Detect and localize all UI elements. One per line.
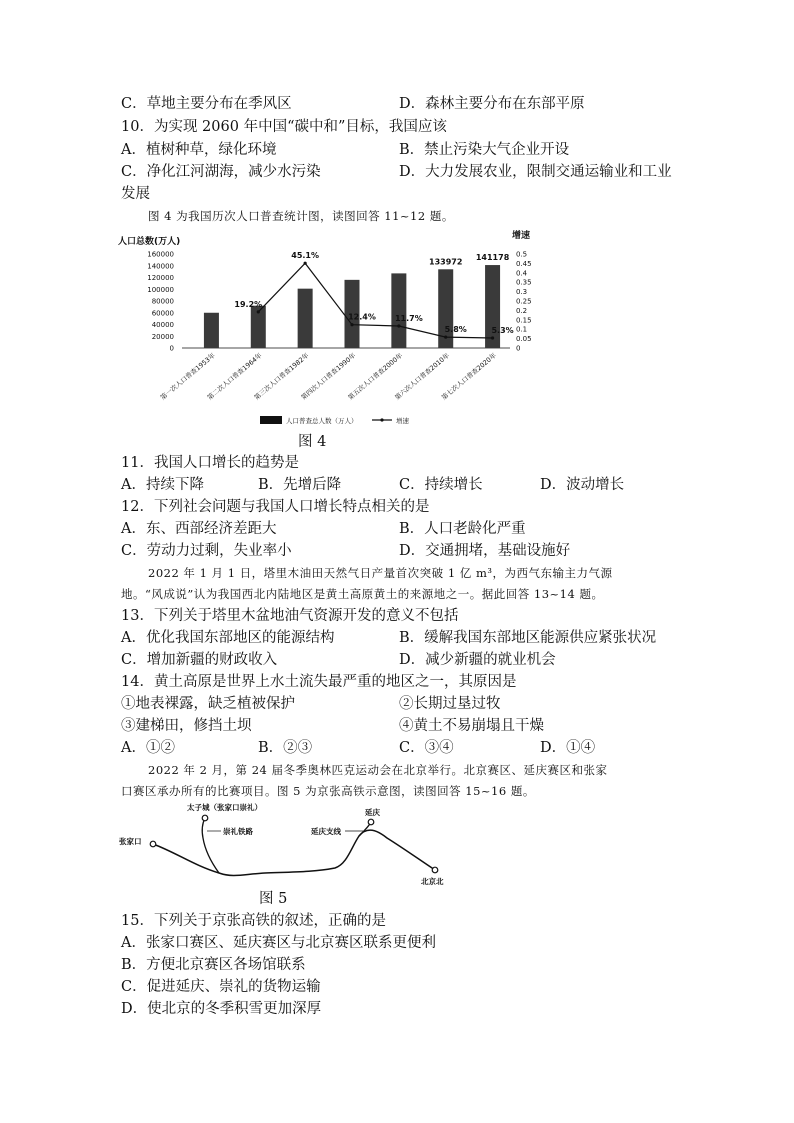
q11-option-d: D．波动增长 bbox=[540, 477, 625, 493]
fig5-caption: 图 5 bbox=[259, 891, 288, 907]
y2-tick-label: 0.3 bbox=[516, 288, 528, 297]
population-bar bbox=[204, 313, 219, 348]
q12-option-a: A．东、西部经济差距大 bbox=[121, 521, 277, 537]
q13-option-a: A．优化我国东部地区的能源结构 bbox=[121, 630, 335, 646]
y2-tick-label: 0.4 bbox=[516, 269, 528, 278]
growth-rate-point bbox=[491, 336, 494, 339]
label-chongli-railway: 崇礼铁路 bbox=[223, 827, 253, 836]
taizicheng-station bbox=[202, 815, 208, 821]
y-tick-label: 140000 bbox=[147, 262, 174, 271]
growth-rate-point bbox=[304, 262, 307, 265]
zhangjiakou-station bbox=[150, 841, 156, 847]
q12-stem: 12．下列社会问题与我国人口增长特点相关的是 bbox=[121, 499, 430, 515]
x-category-label: 第三次人口普查1982年 bbox=[252, 351, 311, 402]
q14-statement-1: ①地表裸露，缺乏植被保护 bbox=[121, 696, 295, 712]
q11-option-b: B．先增后降 bbox=[258, 477, 342, 493]
q14-statement-2: ②长期过垦过牧 bbox=[399, 696, 501, 712]
q14-option-a: A．①② bbox=[121, 740, 175, 756]
legend-bar-swatch bbox=[260, 416, 282, 424]
jingzhang-main-line bbox=[153, 830, 435, 875]
y-tick-label: 80000 bbox=[151, 297, 174, 306]
fig4-intro: 图 4 为我国历次人口普查统计图，读图回答 11~12 题。 bbox=[148, 209, 454, 223]
q13-option-c: C．增加新疆的财政收入 bbox=[121, 652, 278, 668]
q14-option-c: C．③④ bbox=[399, 740, 454, 756]
q10-option-d-cont: 发展 bbox=[121, 186, 150, 202]
growth-rate-label: 19.2% bbox=[234, 299, 263, 309]
y-tick-label: 160000 bbox=[147, 250, 174, 259]
y2-tick-label: 0.5 bbox=[516, 250, 528, 259]
q15-stem: 15．下列关于京张高铁的叙述，正确的是 bbox=[121, 913, 386, 929]
y2-tick-label: 0.35 bbox=[516, 278, 532, 287]
q10-option-b: B．禁止污染大气企业开设 bbox=[399, 142, 570, 158]
label-zhangjiakou: 张家口 bbox=[119, 837, 142, 846]
population-bar bbox=[391, 273, 406, 348]
growth-rate-point bbox=[350, 323, 353, 326]
y2-tick-label: 0.1 bbox=[516, 325, 528, 334]
intro-13-line2: 地。“风成说”认为我国西北内陆地区是黄土高原黄土的来源地之一。据此回答 13~14 题。 bbox=[121, 587, 604, 601]
population-bar bbox=[485, 265, 500, 348]
q15-option-b: B．方便北京赛区各场馆联系 bbox=[121, 957, 306, 973]
growth-rate-point bbox=[444, 335, 447, 338]
growth-rate-label: 45.1% bbox=[291, 251, 320, 261]
x-category-label: 第六次人口普查2010年 bbox=[393, 351, 451, 402]
growth-rate-point bbox=[397, 324, 400, 327]
bar-value-label: 141178 bbox=[475, 253, 510, 263]
q10-option-d: D．大力发展农业，限制交通运输业和工业 bbox=[399, 164, 672, 180]
beijingbei-station bbox=[432, 867, 438, 873]
q10-option-c: C．净化江河湖海，减少水污染 bbox=[121, 164, 321, 180]
chongli-railway-line bbox=[202, 818, 219, 873]
yanqing-station bbox=[368, 819, 374, 825]
y-tick-label: 60000 bbox=[151, 309, 174, 318]
q14-statement-3: ③建梯田，修挡土坝 bbox=[121, 718, 252, 734]
y2-tick-label: 0 bbox=[516, 344, 521, 353]
q13-option-b: B．缓解我国东部地区能源供应紧张状况 bbox=[399, 630, 657, 646]
y-tick-label: 0 bbox=[169, 344, 174, 353]
q14-statement-4: ④黄土不易崩塌且干燥 bbox=[399, 718, 544, 734]
y2-tick-label: 0.05 bbox=[516, 335, 532, 344]
growth-rate-label: 5.8% bbox=[444, 325, 467, 335]
x-category-label: 第四次人口普查1990年 bbox=[299, 351, 358, 402]
y2-tick-label: 0.25 bbox=[516, 297, 532, 306]
growth-rate-point bbox=[257, 310, 260, 313]
growth-rate-label: 12.4% bbox=[348, 312, 376, 322]
q12-option-b: B．人口老龄化严重 bbox=[399, 521, 526, 537]
population-census-chart bbox=[110, 224, 550, 434]
label-taizicheng: 太子城（张家口崇礼） bbox=[187, 803, 262, 812]
q12-option-d: D．交通拥堵，基础设施好 bbox=[399, 543, 571, 559]
q9-option-d: D．森林主要分布在东部平原 bbox=[399, 96, 585, 112]
q13-option-d: D．减少新疆的就业机会 bbox=[399, 652, 556, 668]
growth-rate-label: 5.3% bbox=[491, 326, 514, 336]
q15-option-a: A．张家口赛区、延庆赛区与北京赛区联系更便利 bbox=[121, 935, 436, 951]
x-category-label: 第一次人口普查1953年 bbox=[159, 351, 217, 402]
legend-bar-label: 人口普查总人数（万人） bbox=[286, 417, 358, 425]
label-yanqing-branch: 延庆支线 bbox=[311, 827, 341, 836]
population-bar bbox=[298, 289, 313, 348]
bar-value-label: 133972 bbox=[429, 257, 463, 267]
x-category-label: 第五次人口普查2000年 bbox=[346, 351, 405, 402]
fig4-caption: 图 4 bbox=[298, 434, 327, 450]
q10-stem: 10．为实现 2060 年中国“碳中和”目标，我国应该 bbox=[121, 119, 447, 135]
beijing-zhangjiakou-railway-map bbox=[115, 800, 455, 892]
q14-option-d: D．①④ bbox=[540, 740, 596, 756]
x-category-label: 第七次人口普查2020年 bbox=[440, 351, 498, 402]
intro-13-line1: 2022 年 1 月 1 日，塔里木油田天然气日产量首次突破 1 亿 m³，为西气东输主力气源 bbox=[148, 566, 613, 580]
y-tick-label: 40000 bbox=[151, 321, 174, 329]
q13-stem: 13．下列关于塔里木盆地油气资源开发的意义不包括 bbox=[121, 608, 459, 624]
intro-15-line1: 2022 年 2 月，第 24 届冬季奥林匹克运动会在北京举行。北京赛区、延庆赛区和张家 bbox=[148, 763, 608, 777]
y-tick-label: 120000 bbox=[147, 274, 174, 282]
q14-option-b: B．②③ bbox=[258, 740, 313, 756]
label-beijingbei: 北京北 bbox=[421, 877, 444, 886]
q10-option-a: A．植树种草，绿化环境 bbox=[121, 142, 277, 158]
y-tick-label: 100000 bbox=[147, 285, 174, 294]
y2-tick-label: 0.2 bbox=[516, 306, 528, 315]
legend-line-marker bbox=[380, 418, 383, 421]
q11-option-c: C．持续增长 bbox=[399, 477, 483, 493]
q15-option-c: C．促进延庆、崇礼的货物运输 bbox=[121, 979, 321, 995]
y-tick-label: 20000 bbox=[151, 332, 174, 341]
y2-tick-label: 0.45 bbox=[516, 259, 532, 268]
y-axis-label: 人口总数(万人) bbox=[118, 237, 181, 247]
q9-option-c: C．草地主要分布在季风区 bbox=[121, 96, 292, 112]
x-category-label: 第二次人口普查1964年 bbox=[205, 351, 264, 402]
legend-line-label: 增速 bbox=[396, 417, 409, 425]
q14-stem: 14．黄土高原是世界上水土流失最严重的地区之一，其原因是 bbox=[121, 674, 517, 690]
intro-15-line2: 口赛区承办所有的比赛项目。图 5 为京张高铁示意图，读图回答 15~16 题。 bbox=[121, 784, 535, 798]
growth-rate-label: 11.7% bbox=[394, 314, 423, 324]
q11-option-a: A．持续下降 bbox=[121, 477, 204, 493]
q15-option-d: D．使北京的冬季积雪更加深厚 bbox=[121, 1001, 322, 1017]
q11-stem: 11．我国人口增长的趋势是 bbox=[121, 455, 299, 471]
y2-tick-label: 0.15 bbox=[516, 316, 532, 325]
q12-option-c: C．劳动力过剩，失业率小 bbox=[121, 543, 292, 559]
y2-axis-label: 增速 bbox=[512, 231, 531, 241]
label-yanqing: 延庆 bbox=[365, 808, 380, 817]
